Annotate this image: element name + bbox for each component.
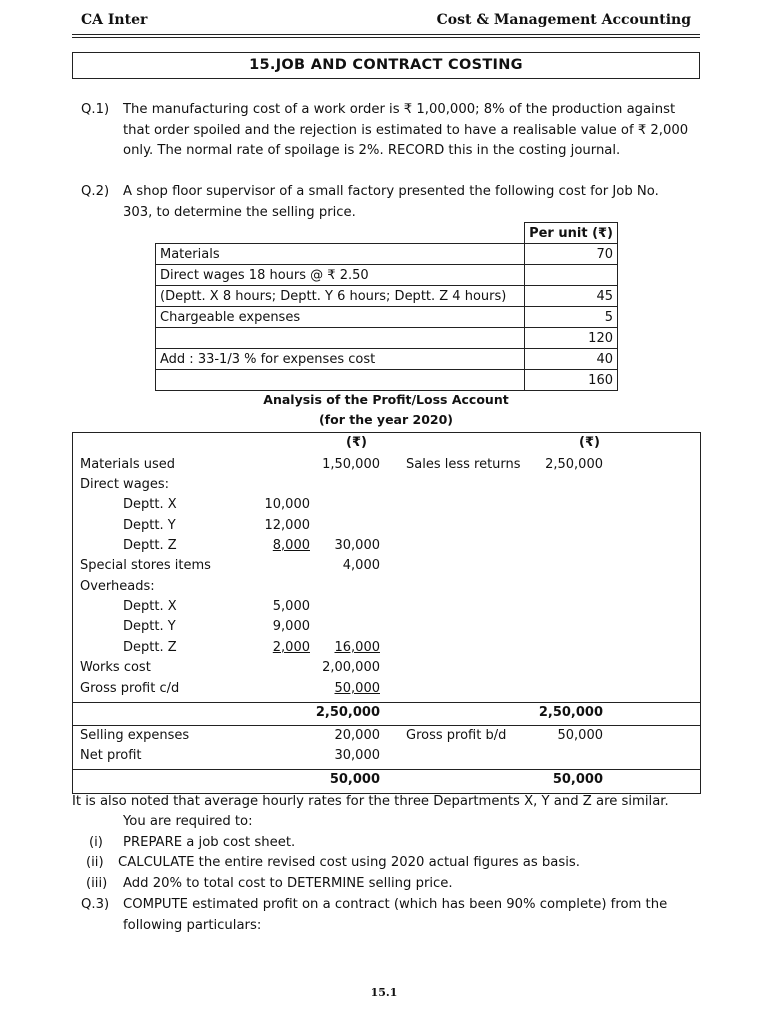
- table-row: [156, 223, 618, 244]
- pl-value: 5,000: [272, 599, 310, 614]
- question-number: Q.1): [81, 102, 110, 117]
- page-number: 15.1: [370, 986, 398, 999]
- item-number: (ii): [86, 855, 104, 870]
- pl-subtitle: (for the year 2020): [318, 412, 454, 427]
- pl-label: Direct wages:: [80, 477, 170, 492]
- chapter-title: 15.JOB AND CONTRACT COSTING: [72, 52, 700, 79]
- pl-label: Deptt. Z: [123, 640, 177, 655]
- note-text: It is also noted that average hourly rates for the three Departments X, Y and Z are similar.: [72, 794, 669, 809]
- rupee-header: (₹): [579, 435, 600, 450]
- pl-label: Deptt. Y: [123, 518, 176, 533]
- item-number: (iii): [86, 876, 108, 891]
- pl-label: Materials used: [80, 457, 175, 472]
- table-row: 120: [156, 328, 618, 349]
- pl-label: Deptt. X: [123, 497, 177, 512]
- pl-label: Gross profit c/d: [80, 681, 180, 696]
- pl-label: Overheads:: [80, 579, 155, 594]
- pl-label: Special stores items: [80, 558, 211, 573]
- pl-label: Sales less returns: [406, 457, 521, 472]
- divider: [73, 702, 700, 703]
- table-row: Direct wages 18 hours @ ₹ 2.50: [156, 265, 618, 286]
- question-number: Q.2): [81, 184, 110, 199]
- rupee-header: (₹): [346, 435, 367, 450]
- item-text: PREPARE a job cost sheet.: [123, 835, 296, 850]
- pl-value: 1,50,000: [322, 457, 380, 472]
- header-right: Cost & Management Accounting: [436, 12, 691, 28]
- pl-label: Net profit: [80, 748, 142, 763]
- pl-total: 2,50,000: [538, 705, 603, 720]
- pl-total: 50,000: [329, 772, 380, 787]
- pl-value: 50,000: [557, 728, 603, 743]
- pl-title: Analysis of the Profit/Loss Account: [263, 392, 509, 407]
- question-text: A shop floor supervisor of a small factory presented the following cost for Job No. 303, to determine the selling price.: [123, 184, 659, 220]
- pl-value: 10,000: [264, 497, 310, 512]
- table-row: Materials 70: [156, 244, 618, 265]
- pl-label: Deptt. X: [123, 599, 177, 614]
- job-cost-table: [155, 222, 618, 391]
- pl-value: 4,000: [342, 558, 380, 573]
- pl-value: 16,000: [334, 640, 380, 655]
- question-text: The manufacturing cost of a work order is ₹ 1,00,000; 8% of the production against that order spoiled and the rejection is estimated to have a realisable value of ₹ 2,000 only. The normal rate of spoilage is 2%. RECORD this in the costing journal.: [123, 102, 689, 159]
- divider: [73, 725, 700, 726]
- pl-value: 8,000: [272, 538, 310, 553]
- table-row: 160: [156, 370, 618, 391]
- profit-loss-account: [72, 432, 701, 794]
- question-number: Q.3): [81, 897, 110, 912]
- table-row: (Deptt. X 8 hours; Deptt. Y 6 hours; Deptt. Z 4 hours) 45: [156, 286, 618, 307]
- pl-value: 30,000: [334, 538, 380, 553]
- pl-label: Gross profit b/d: [406, 728, 507, 743]
- pl-value: 9,000: [272, 619, 310, 634]
- pl-value: 30,000: [334, 748, 380, 763]
- pl-value: 12,000: [264, 518, 310, 533]
- pl-total: 2,50,000: [315, 705, 380, 720]
- pl-value: 50,000: [334, 681, 380, 696]
- pl-label: Deptt. Z: [123, 538, 177, 553]
- item-number: (i): [89, 835, 103, 850]
- divider: [73, 769, 700, 770]
- table-row: Chargeable expenses 5: [156, 307, 618, 328]
- pl-value: 20,000: [334, 728, 380, 743]
- header-rule: [72, 34, 700, 38]
- pl-total: 50,000: [552, 772, 603, 787]
- question-text: COMPUTE estimated profit on a contract (which has been 90% complete) from the following particulars:: [123, 897, 668, 933]
- pl-label: Selling expenses: [80, 728, 190, 743]
- pl-value: 2,000: [272, 640, 310, 655]
- pl-value: 2,50,000: [545, 457, 603, 472]
- pl-label: Deptt. Y: [123, 619, 176, 634]
- table-row: Add : 33-1/3 % for expenses cost 40: [156, 349, 618, 370]
- required-text: You are required to:: [123, 814, 253, 829]
- pl-label: Works cost: [80, 660, 151, 675]
- item-text: Add 20% to total cost to DETERMINE selling price.: [123, 876, 453, 891]
- header-left: CA Inter: [81, 12, 148, 28]
- per-unit-header: Per unit (₹): [524, 223, 618, 244]
- item-text: CALCULATE the entire revised cost using 2020 actual figures as basis.: [118, 855, 580, 870]
- pl-value: 2,00,000: [322, 660, 380, 675]
